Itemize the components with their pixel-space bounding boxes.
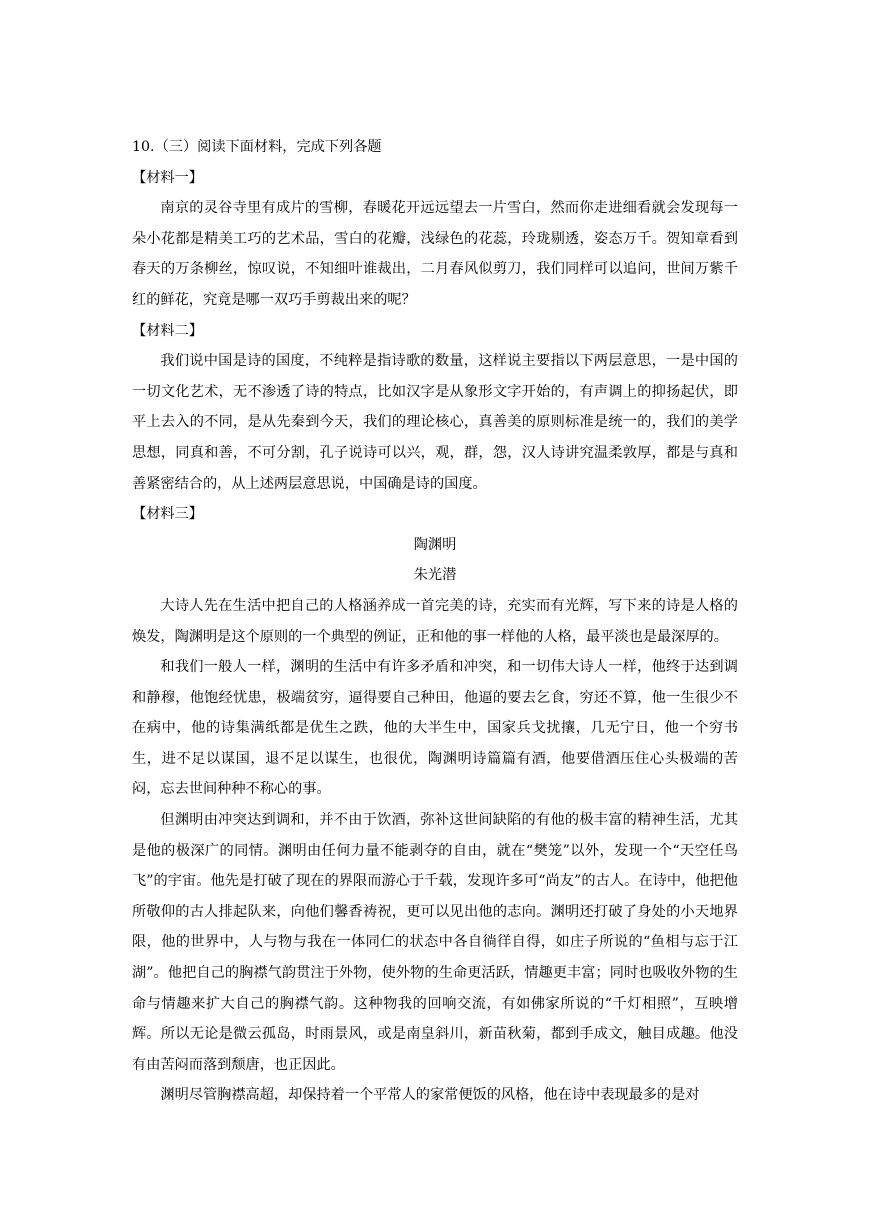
document-page: [132, 132, 738, 1111]
material-2-heading: 【材料二】: [132, 322, 203, 339]
material-2-paragraph: 我们说中国是诗的国度，不纯粹是指诗歌的数量，这样说主要指以下两层意思，一是中国的一切文化艺术，无不渗透了诗的特点，比如汉字是从象形文字开始的，有声调上的抑扬起伏，即平上去入的不同，是从先秦到今天，我们的理论核心，真善美的原则标准是统一的，我们的美学思想，同真和善，不可分割，孔子说诗可以兴，观，群，怨，汉人诗讲究温柔敦厚，都是与真和善紧密结合的，从上述两层意思说，中国确是诗的国度。: [132, 353, 738, 492]
article-title: 陶渊明: [413, 536, 457, 553]
question-title: 10.（三）阅读下面材料，完成下列各题: [132, 139, 382, 155]
material-3-heading: 【材料三】: [132, 506, 203, 523]
article-paragraph: 渊明尽管胸襟高超，却保持着一个平常人的家常便饭的风格，他在诗中表现最多的是对: [160, 1087, 700, 1104]
article-paragraph: 大诗人先在生活中把自己的人格涵养成一首完美的诗，充实而有光辉，写下来的诗是人格的焕发，陶渊明是这个原则的一个典型的例证，正和他的事一样他的人格，最平淡也是最深厚的。: [132, 597, 738, 645]
material-1-heading: 【材料一】: [132, 169, 203, 186]
material-1-paragraph: 南京的灵谷寺里有成片的雪柳，春暖花开远远望去一片雪白，然而你走进细看就会发现每一朵小花都是精美工巧的艺术品，雪白的花瓣，浅绿色的花蕊，玲珑剔透，姿态万千。贺知章看到春天的万条柳丝，惊叹说，不知细叶谁裁出，二月春风似剪刀，我们同样可以追问，世间万紫千红的鲜花，究竟是哪一双巧手剪裁出来的呢？: [132, 200, 738, 308]
article-paragraph: 但渊明由冲突达到调和，并不由于饮酒，弥补这世间缺陷的有他的极丰富的精神生活，尤其是他的极深广的同情。渊明由任何力量不能剥夺的自由，就在“樊笼”以外，发现一个“天空任鸟飞”的宇宙。他先是打破了现在的界限而游心于千载，发现许多可“尚友”的古人。在诗中，他把他所敬仰的古人排起队来，向他们馨香祷祝，更可以见出他的志向。渊明还打破了身处的小天地界限，他的世界中，人与物与我在一体同仁的状态中各自徜徉自得，如庄子所说的“鱼相与忘于江湖”。他把自己的胸襟气韵贯注于外物，使外物的生命更活跃，情趣更丰富；同时也吸收外物的生命与情趣来扩大自己的胸襟气韵。这种物我的回响交流，有如佛家所说的“千灯相照”，互映增辉。所以无论是微云孤岛，时雨景风，或是南皇斜川，新苗秋菊，都到手成文，触目成趣。他没有由苦闷而落到颓唐，也正因此。: [132, 812, 738, 1073]
article-paragraph: 和我们一般人一样，渊明的生活中有许多矛盾和冲突，和一切伟大诗人一样，他终于达到调和静穆，他饱经忧患，极端贫穷，逼得要自己种田，他逼的要去乞食，穷还不算，他一生很少不在病中，他的诗集满纸都是优生之跌，他的大半生中，国家兵戈扰攘，几无宁日，他一个穷书生，进不足以谋国，退不足以谋生，也很优，陶渊明诗篇篇有酒，他要借酒压住心头极端的苦闷，忘去世间种种不称心的事。: [132, 659, 738, 798]
article-author: 朱光潜: [413, 567, 457, 584]
